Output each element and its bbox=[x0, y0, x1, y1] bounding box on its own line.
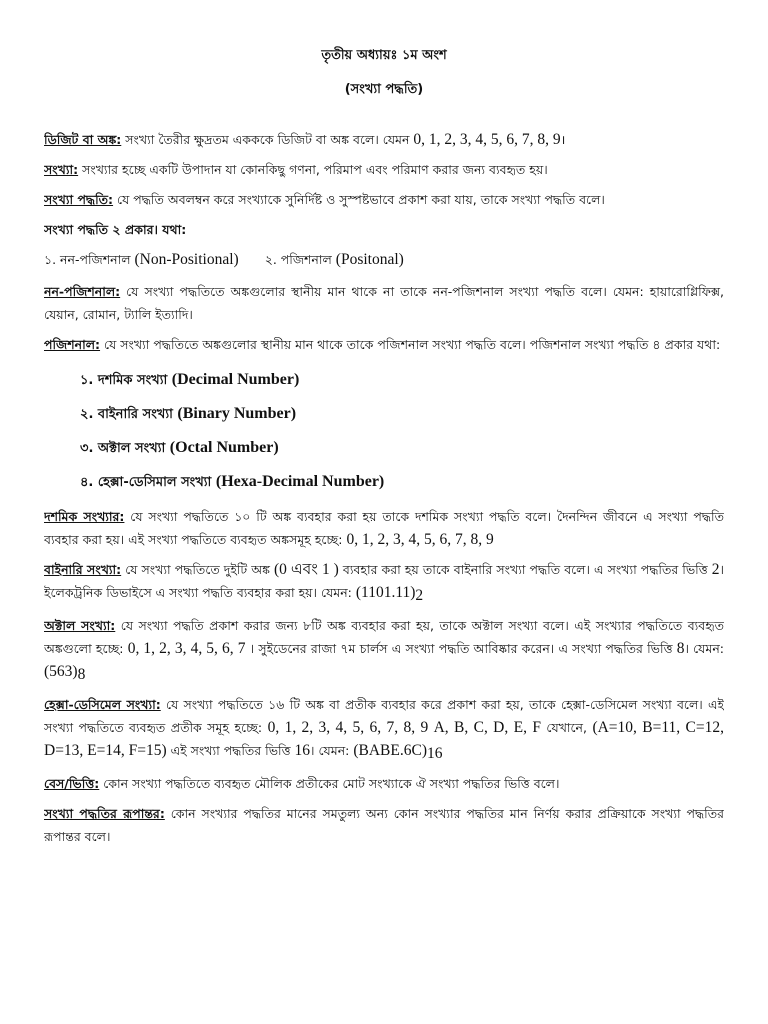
list-item-bn: ৪. হেক্সা-ডেসিমাল সংখ্যা bbox=[80, 475, 216, 490]
list-item-en: (Binary Number) bbox=[177, 405, 297, 422]
base-term: বেস/ভিত্তি: bbox=[44, 776, 100, 791]
positional-term: পজিশনাল: bbox=[44, 337, 101, 352]
list-item-en: (Hexa-Decimal Number) bbox=[215, 473, 385, 490]
digit-term: ডিজিট বা অঙ্ক: bbox=[44, 132, 122, 147]
octal-base: 8 bbox=[676, 640, 685, 657]
number-term: সংখ্যা: bbox=[44, 162, 79, 177]
hexa-term: হেক্সা-ডেসিমেল সংখ্যা: bbox=[44, 697, 161, 712]
types-heading: সংখ্যা পদ্ধতি ২ প্রকার। যথা: bbox=[44, 222, 187, 237]
non-positional-text: যে সংখ্যা পদ্ধতিতে অঙ্কগুলোর স্থানীয় মান থাকে না তাকে নন-পজিশনাল সংখ্যা পদ্ধতি বলে। যেমন: হায়ারোগ্লিফিক্স, যেয়ান, রোমান, ট্যালি ইত্যাদি। bbox=[44, 284, 724, 322]
binary-example: (1101.11) bbox=[355, 584, 416, 601]
binary-text-1: যে সংখ্যা পদ্ধতিতে দুইটি অঙ্ক bbox=[121, 562, 275, 577]
conversion-term: সংখ্যা পদ্ধতির রূপান্তর: bbox=[44, 806, 165, 821]
digit-end: । bbox=[560, 132, 566, 147]
number-system-definition bbox=[44, 188, 724, 211]
hexa-example: (BABE.6C) bbox=[353, 742, 427, 759]
hexa-digits: 0, 1, 2, 3, 4, 5, 6, 7, 8, 9 A, B, C, D, E, F bbox=[267, 719, 541, 736]
conversion-definition bbox=[44, 802, 724, 848]
list-item-bn: ১. দশমিক সংখ্যা bbox=[80, 373, 172, 388]
hexa-mapping: (A=10, B=11, C=12, D=13, E=14, F=15) bbox=[44, 719, 724, 759]
type-2-en: (Positonal) bbox=[335, 251, 404, 268]
list-item bbox=[80, 431, 724, 465]
types-row bbox=[44, 248, 724, 272]
hexa-text-4: । যেমন: bbox=[310, 743, 354, 758]
type-2-bn: ২. পজিশনাল bbox=[264, 252, 336, 267]
octal-text-2: । সুইডেনের রাজা ৭ম চার্লস এ সংখ্যা পদ্ধতি আবিষ্কার করেন। এ সংখ্যা পদ্ধতির ভিত্তি bbox=[245, 641, 677, 656]
positional-text: যে সংখ্যা পদ্ধতিতে অঙ্কগুলোর স্থানীয় মান থাকে তাকে পজিশনাল সংখ্যা পদ্ধতি বলে। পজিশনাল সংখ্যা পদ্ধতি ৪ প্রকার যথা: bbox=[100, 337, 721, 352]
positional-definition bbox=[44, 333, 724, 356]
binary-term: বাইনারি সংখ্যা: bbox=[44, 562, 122, 577]
type-1-en: (Non-Positional) bbox=[134, 251, 239, 268]
list-item bbox=[80, 397, 724, 431]
chapter-subtitle: (সংখ্যা পদ্ধতি) bbox=[344, 82, 424, 97]
decimal-definition bbox=[44, 505, 724, 551]
hexa-example-subscript: 16 bbox=[426, 745, 443, 762]
hexa-text-2: যেখানে, bbox=[540, 720, 593, 735]
number-system-text: যে পদ্ধতি অবলম্বন করে সংখ্যাকে সুনির্দিষ্ট ও সুস্পষ্টভাবে প্রকাশ করা যায়, তাকে সংখ্যা পদ্ধতি বলে। bbox=[113, 192, 605, 207]
hexa-definition bbox=[44, 693, 724, 765]
binary-text-3: । ইলেকট্রনিক ডিভাইসে এ সংখ্যা পদ্ধতি ব্যবহার করা হয়। যেমন: bbox=[44, 562, 724, 600]
hexa-base: 16 bbox=[294, 742, 311, 759]
octal-example: (563) bbox=[44, 663, 78, 680]
conversion-text: কোন সংখ্যার পদ্ধতির মানের সমতুল্য অন্য কোন সংখ্যার পদ্ধতির মান নির্ণয় করার প্রক্রিয়াকে সংখ্যা পদ্ধতির রূপান্তর বলে। bbox=[44, 806, 724, 844]
number-definition bbox=[44, 158, 724, 181]
list-item-en: (Decimal Number) bbox=[171, 371, 300, 388]
octal-digits: 0, 1, 2, 3, 4, 5, 6, 7 bbox=[127, 640, 246, 657]
chapter-title: তৃতীয় অধ্যায়ঃ ১ম অংশ bbox=[321, 48, 447, 63]
decimal-term: দশমিক সংখ্যার: bbox=[44, 509, 125, 524]
binary-base: 2 bbox=[711, 561, 720, 578]
base-text: কোন সংখ্যা পদ্ধতিতে ব্যবহৃত মৌলিক প্রতীকের মোট সংখ্যাকে ঐ সংখ্যা পদ্ধতির ভিত্তি বলে। bbox=[99, 776, 560, 791]
document-page bbox=[44, 44, 724, 1004]
octal-text-1: যে সংখ্যা পদ্ধতি প্রকাশ করার জন্য ৮টি অঙ্ক ব্যবহার করা হয়, তাকে অক্টাল সংখ্যা বলে। এই সংখ্যার পদ্ধতিতে ব্যবহৃত অঙ্কগুলো হচ্ছে: bbox=[44, 618, 724, 656]
binary-digits: (0 এবং 1 ) bbox=[274, 561, 339, 578]
digit-values: 0, 1, 2, 3, 4, 5, 6, 7, 8, 9 bbox=[413, 131, 561, 148]
binary-example-subscript: 2 bbox=[415, 587, 424, 604]
octal-example-subscript: 8 bbox=[77, 666, 86, 683]
positional-types-list bbox=[80, 363, 724, 499]
decimal-text: যে সংখ্যা পদ্ধতিতে ১০ টি অঙ্ক ব্যবহার করা হয় তাকে দশমিক সংখ্যা পদ্ধতি বলে। দৈনন্দিন জীবনে এ সংখ্যা পদ্ধতি ব্যবহার করা হয়। এই সংখ্যা পদ্ধতিতে ব্যবহৃত অঙ্কসমূহ হচ্ছে: bbox=[44, 509, 724, 547]
digit-text: সংখ্যা তৈরীর ক্ষুদ্রতম একককে ডিজিট বা অঙ্ক বলে। যেমন bbox=[121, 132, 414, 147]
base-definition bbox=[44, 772, 724, 795]
non-positional-definition bbox=[44, 280, 724, 326]
non-positional-term: নন-পজিশনাল: bbox=[44, 284, 121, 299]
binary-definition bbox=[44, 558, 724, 607]
decimal-digits: 0, 1, 2, 3, 4, 5, 6, 7, 8, 9 bbox=[346, 531, 494, 548]
hexa-text-3: এই সংখ্যা পদ্ধতির ভিত্তি bbox=[166, 743, 295, 758]
digit-definition bbox=[44, 128, 724, 151]
octal-definition bbox=[44, 614, 724, 686]
type-1-bn: ১. নন-পজিশনাল bbox=[44, 252, 135, 267]
binary-text-2: ব্যবহার করা হয় তাকে বাইনারি সংখ্যা পদ্ধতি বলে। এ সংখ্যা পদ্ধতির ভিত্তি bbox=[338, 562, 712, 577]
octal-text-3: । যেমন: bbox=[684, 641, 724, 656]
list-item-bn: ২. বাইনারি সংখ্যা bbox=[80, 407, 178, 422]
octal-term: অক্টাল সংখ্যা: bbox=[44, 618, 116, 633]
number-system-term: সংখ্যা পদ্ধতি: bbox=[44, 192, 114, 207]
list-item bbox=[80, 363, 724, 397]
list-item bbox=[80, 465, 724, 499]
list-item-en: (Octal Number) bbox=[169, 439, 279, 456]
number-text: সংখ্যার হচ্ছে একটি উপাদান যা কোনকিছু গণনা, পরিমাপ এবং পরিমাণ করার জন্য ব্যবহৃত হয়। bbox=[78, 162, 548, 177]
hexa-text-1: যে সংখ্যা পদ্ধতিতে ১৬ টি অঙ্ক বা প্রতীক ব্যবহার করে প্রকাশ করা হয়, তাকে হেক্সা-ডেসিমেল সংখ্যা বলে। এই সংখ্যা পদ্ধতিতে ব্যবহৃত প্রতীক সমূহ হচ্ছে: bbox=[44, 697, 724, 735]
list-item-bn: ৩. অক্টাল সংখ্যা bbox=[80, 441, 170, 456]
